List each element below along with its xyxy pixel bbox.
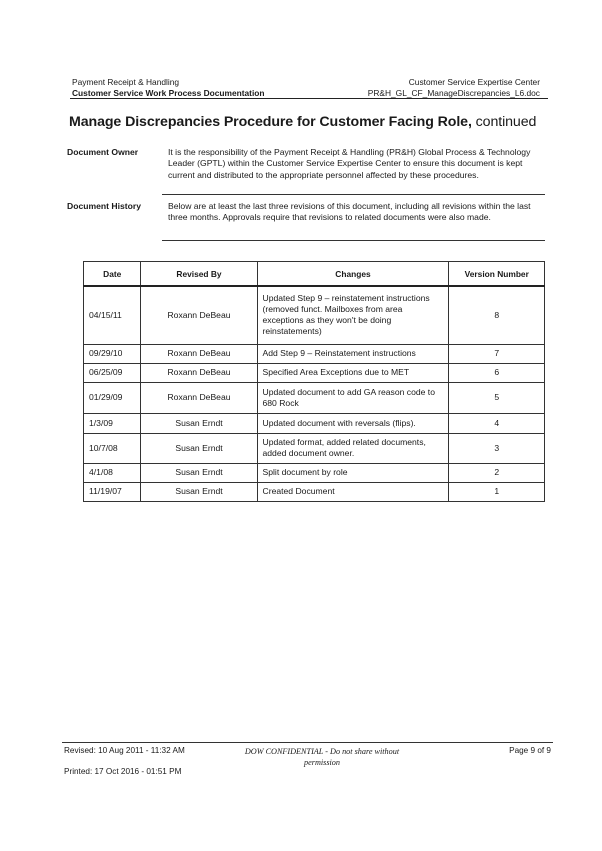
document-history-label: Document History: [67, 201, 142, 211]
cell-revised-by: Roxann DeBeau: [141, 382, 257, 413]
document-owner-text: It is the responsibility of the Payment Receipt & Handling (PR&H) Global Process & Technology Leader (GPTL) within the Customer Service Expertise Center to ensure this document is kept current and distributed to the appropriate personnel affected by these procedures.: [162, 147, 545, 195]
cell-version: 2: [449, 463, 545, 482]
cell-date: 09/29/10: [84, 344, 141, 363]
footer-printed-date: Printed: 17 Oct 2016 - 01:51 PM: [64, 767, 182, 776]
cell-date: 11/19/07: [84, 482, 141, 501]
cell-date: 1/3/09: [84, 413, 141, 433]
cell-version: 4: [449, 413, 545, 433]
cell-revised-by: Susan Erndt: [141, 463, 257, 482]
page-header-left: [72, 77, 265, 99]
table-row: [84, 482, 545, 501]
header-file-name: PR&H_GL_CF_ManageDiscrepancies_L6.doc: [367, 88, 540, 98]
page-title-main: Manage Discrepancies Procedure for Customer Facing Role,: [69, 114, 472, 130]
footer-page-number: Page 9 of 9: [509, 746, 551, 755]
cell-version: 6: [449, 363, 545, 382]
footer-confidential-notice: DOW CONFIDENTIAL - Do not share without permission: [244, 747, 400, 767]
header-divider: [70, 98, 548, 99]
cell-revised-by: Susan Erndt: [141, 413, 257, 433]
cell-changes: Split document by role: [257, 463, 449, 482]
footer-revised-date: Revised: 10 Aug 2011 - 11:32 AM: [64, 746, 185, 755]
cell-version: 7: [449, 344, 545, 363]
cell-version: 3: [449, 433, 545, 463]
footer-divider: [62, 742, 553, 743]
cell-date: 06/25/09: [84, 363, 141, 382]
cell-date: 01/29/09: [84, 382, 141, 413]
cell-version: 5: [449, 382, 545, 413]
revision-history-table: [83, 261, 545, 502]
page-title: [69, 114, 536, 130]
cell-date: 10/7/08: [84, 433, 141, 463]
cell-date: 04/15/11: [84, 286, 141, 344]
header-center-name: Customer Service Expertise Center: [408, 77, 540, 87]
cell-changes: Updated document to add GA reason code to 680 Rock: [257, 382, 449, 413]
cell-version: 8: [449, 286, 545, 344]
col-header-date: Date: [84, 262, 141, 287]
page-title-suffix: continued: [475, 114, 537, 130]
cell-changes: Add Step 9 – Reinstatement instructions: [257, 344, 449, 363]
cell-revised-by: Roxann DeBeau: [141, 363, 257, 382]
document-owner-label: Document Owner: [67, 147, 139, 157]
cell-changes: Updated format, added related documents, added document owner.: [257, 433, 449, 463]
table-row: [84, 363, 545, 382]
table-row: [84, 463, 545, 482]
col-header-version: Version Number: [449, 262, 545, 287]
header-doc-type: Customer Service Work Process Documentation: [72, 88, 265, 98]
page-header-right: [368, 77, 540, 99]
table-row: [84, 382, 545, 413]
cell-changes: Created Document: [257, 482, 449, 501]
table-row: [84, 286, 545, 344]
cell-revised-by: Susan Erndt: [141, 482, 257, 501]
cell-revised-by: Susan Erndt: [141, 433, 257, 463]
cell-version: 1: [449, 482, 545, 501]
table-row: [84, 344, 545, 363]
cell-revised-by: Roxann DeBeau: [141, 286, 257, 344]
table-header-row: [84, 262, 545, 287]
header-process-name: Payment Receipt & Handling: [72, 77, 180, 87]
table-row: [84, 433, 545, 463]
cell-revised-by: Roxann DeBeau: [141, 344, 257, 363]
cell-changes: Updated document with reversals (flips).: [257, 413, 449, 433]
cell-changes: Specified Area Exceptions due to MET: [257, 363, 449, 382]
document-history-text: Below are at least the last three revisions of this document, including all revisions within the last three months. Approvals require that revisions to related documents were also made.: [162, 201, 545, 241]
table-row: [84, 413, 545, 433]
col-header-changes: Changes: [257, 262, 449, 287]
col-header-revised-by: Revised By: [141, 262, 257, 287]
cell-date: 4/1/08: [84, 463, 141, 482]
cell-changes: Updated Step 9 – reinstatement instructions (removed funct. Mailboxes from area exceptions as they won't be doing reinstatements): [257, 286, 449, 344]
